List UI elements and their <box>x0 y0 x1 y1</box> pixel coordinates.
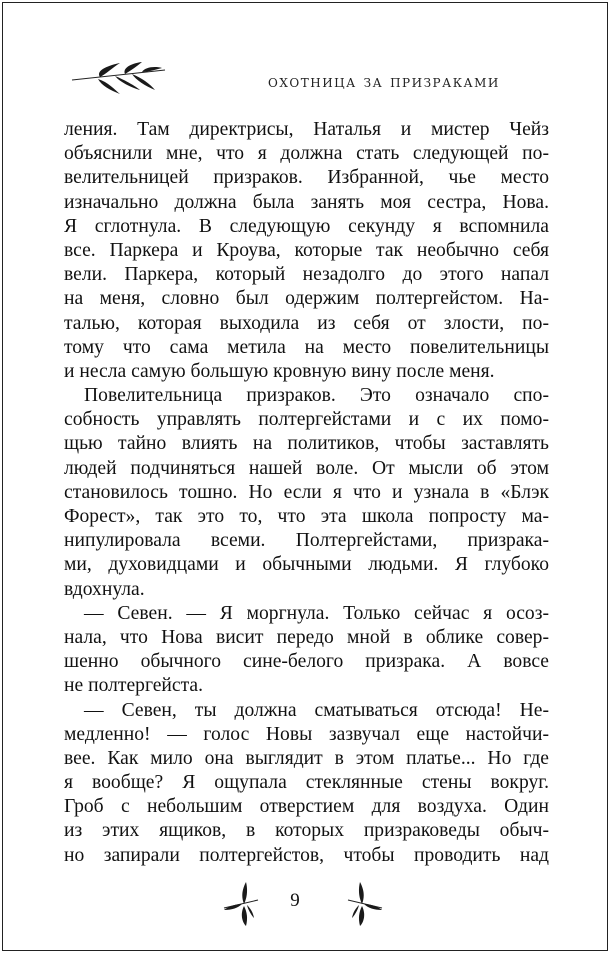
leaf-ornament-right-icon <box>326 880 386 930</box>
page-footer <box>0 880 610 930</box>
text-line: ми, духовидцами и обычными людьми. Я глубоко <box>64 554 549 576</box>
text-line: собность управлять полтергейстами и с их помо- <box>64 409 549 431</box>
text-line: людей подчиняться нашей воле. От мысли об этом <box>64 457 549 479</box>
text-line: талью, которая выходила из себя от злости, по- <box>64 312 549 334</box>
text-line: велительницей призраков. Избранной, чье место <box>64 167 549 189</box>
text-line: тому что сама метила на место повелительницы <box>64 336 549 358</box>
text-line: изначально должна была занять моя сестра, Нова. <box>64 191 549 213</box>
page-number: 9 <box>290 890 300 911</box>
text-line: Повелительница призраков. Это означало спо- <box>84 385 549 407</box>
leaf-ornament-left-icon <box>220 880 280 930</box>
text-line: вдохнула. <box>64 578 145 600</box>
text-line: шенно обычного сине-белого призрака. А вовсе <box>64 651 549 673</box>
body-text <box>64 118 549 868</box>
text-line: и несла самую большую кровную вину после меня. <box>64 360 495 382</box>
text-line: не полтергейста. <box>64 675 203 697</box>
running-header <box>60 62 560 102</box>
text-line: я вообще? Я ощупала стеклянные стены вокруг. <box>64 772 549 794</box>
text-line: вее. Как мило она выглядит в этом платье... Но где <box>64 747 549 769</box>
text-line: медленно! — голос Новы зазвучал еще настойчи- <box>64 723 549 745</box>
text-line: вели. Паркера, который незадолго до этого напал <box>64 264 549 286</box>
text-line: объяснили мне, что я должна стать следующей по- <box>64 143 549 165</box>
text-line: Я сглотнула. В следующую секунду я вспомнила <box>64 215 549 237</box>
text-line: щью тайно влиять на политиков, чтобы заставлять <box>64 433 549 455</box>
text-line: на меня, словно был одержим полтергейстом. На- <box>64 288 549 310</box>
text-line: Гроб с небольшим отверстием для воздуха. Один <box>64 796 549 818</box>
text-line: нипулировала всеми. Полтергейстами, призрака- <box>64 530 549 552</box>
running-title: охотница за призраками <box>268 72 500 92</box>
text-line: — Севен, ты должна сматываться отсюда! Не- <box>84 699 549 721</box>
text-line: — Севен. — Я моргнула. Только сейчас я осоз- <box>84 602 549 624</box>
text-line: ления. Там директрисы, Наталья и мистер Чейз <box>64 119 549 140</box>
text-line: но запирали полтергейстов, чтобы проводить над <box>64 844 549 866</box>
text-line: из этих ящиков, в которых призраковеды обыч- <box>64 820 549 842</box>
text-line: нала, что Нова висит передо мной в облике совер- <box>64 626 549 648</box>
branch-ornament-icon <box>70 62 170 98</box>
text-line: Форест», так это то, что эта школа попросту ма- <box>64 506 549 527</box>
text-line: все. Паркера и Кроува, которые так необычно себя <box>64 239 549 261</box>
text-line: становилось тошно. Но если я что и узнала в «Блэк <box>64 481 549 503</box>
